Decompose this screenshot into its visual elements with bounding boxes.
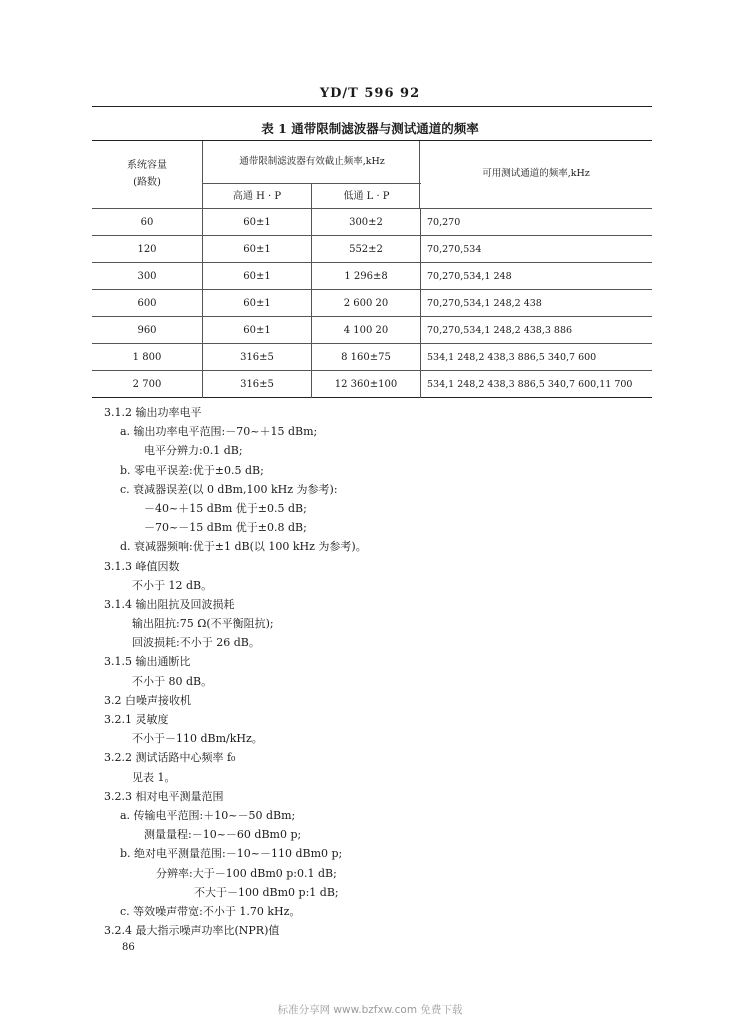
table-row <box>92 262 652 289</box>
cell-lowpass: 2 600 20 <box>311 290 420 317</box>
body-line: 输出阻抗:75 Ω(不平衡阻抗); <box>132 617 274 631</box>
section-heading: 3.2.1 灵敏度 <box>104 713 169 726</box>
section-heading: 3.2.4 最大指示噪声功率比(NPR)值 <box>104 924 280 938</box>
cell-highpass: 60±1 <box>202 290 311 317</box>
body-line: c. 等效噪声带宽:不小于 1.70 kHz。 <box>120 904 301 918</box>
body-line: 电平分辨力:0.1 dB; <box>144 444 243 458</box>
table-body <box>92 208 652 397</box>
cell-capacity: 960 <box>137 325 157 336</box>
body-line: 不小于 80 dB。 <box>132 674 213 688</box>
cell-channels: 534,1 248,2 438,3 886,5 340,7 600,11 700 <box>420 371 652 398</box>
body-text <box>104 403 664 940</box>
cell-capacity: 300 <box>137 271 157 282</box>
cell-lowpass: 12 360±100 <box>311 371 420 398</box>
cell-capacity: 60 <box>140 217 154 228</box>
body-line: 不小于－110 dBm/kHz。 <box>132 732 263 746</box>
header-capacity-line1: 系统容量 <box>127 160 167 171</box>
body-line: 测量量程:－10~－60 dBm0 p; <box>144 828 302 842</box>
cell-channels: 70,270,534 <box>420 236 652 263</box>
body-line: b. 零电平误差:优于±0.5 dB; <box>120 463 264 477</box>
cell-highpass: 316±5 <box>202 371 311 398</box>
cell-capacity: 1 800 <box>132 352 162 363</box>
body-line: a. 传输电平范围:＋10~－50 dBm; <box>120 808 296 822</box>
watermark: 标准分享网 www.bzfxw.com 免费下载 <box>277 1004 463 1016</box>
cell-capacity: 2 700 <box>132 379 162 390</box>
body-line: 见表 1。 <box>132 770 176 784</box>
section-heading: 3.2.3 相对电平测量范围 <box>104 789 224 803</box>
header-available-channels: 可用测试通道的频率,kHz <box>482 168 590 179</box>
cell-highpass: 60±1 <box>202 236 311 263</box>
table-header <box>92 141 652 208</box>
header-highpass: 高通 H · P <box>203 183 312 208</box>
table-row <box>92 370 652 397</box>
cell-lowpass: 300±2 <box>311 209 420 236</box>
header-lowpass: 低通 L · P <box>312 183 421 208</box>
table-row <box>92 208 652 235</box>
body-line: b. 绝对电平测量范围:－10~－110 dBm0 p; <box>120 847 343 861</box>
section-heading: 3.2 白噪声接收机 <box>104 693 191 707</box>
table-row <box>92 235 652 262</box>
body-line: 不大于－100 dBm0 p:1 dB; <box>194 885 339 899</box>
cell-lowpass: 552±2 <box>311 236 420 263</box>
cell-channels: 70,270,534,1 248,2 438,3 886 <box>420 317 652 344</box>
body-line: 分辨率:大于－100 dBm0 p:0.1 dB; <box>156 866 337 880</box>
cell-lowpass: 8 160±75 <box>311 344 420 371</box>
body-line: c. 衰减器误差(以 0 dBm,100 kHz 为参考): <box>120 482 338 496</box>
cell-capacity: 120 <box>137 244 157 255</box>
standard-number-header: YD/T 596 92 <box>319 86 421 101</box>
table-row <box>92 289 652 316</box>
header-capacity-line2: (路数) <box>133 177 161 188</box>
cell-channels: 70,270,534,1 248,2 438 <box>420 290 652 317</box>
frequency-table <box>92 140 652 398</box>
cell-capacity: 600 <box>137 298 157 309</box>
section-heading: 3.1.2 输出功率电平 <box>104 406 202 419</box>
cell-channels: 534,1 248,2 438,3 886,5 340,7 600 <box>420 344 652 371</box>
page-number: 86 <box>122 942 135 953</box>
header-filter-group <box>202 141 420 208</box>
cell-highpass: 60±1 <box>202 209 311 236</box>
body-line: －40~＋15 dBm 优于±0.5 dB; <box>144 501 307 515</box>
table-row <box>92 343 652 370</box>
cell-channels: 70,270,534,1 248 <box>420 263 652 290</box>
cell-highpass: 60±1 <box>202 263 311 290</box>
cell-lowpass: 1 296±8 <box>311 263 420 290</box>
cell-highpass: 316±5 <box>202 344 311 371</box>
cell-highpass: 60±1 <box>202 317 311 344</box>
body-line: －70~－15 dBm 优于±0.8 dB; <box>144 521 307 535</box>
body-line: 不小于 12 dB。 <box>132 578 213 592</box>
header-capacity <box>92 157 202 191</box>
body-line: a. 输出功率电平范围:－70~＋15 dBm; <box>120 425 318 439</box>
section-heading: 3.1.5 输出通断比 <box>104 655 191 669</box>
cell-lowpass: 4 100 20 <box>311 317 420 344</box>
section-heading: 3.1.3 峰值因数 <box>104 559 180 573</box>
header-rule <box>92 106 652 107</box>
table-row <box>92 316 652 343</box>
header-filter-group-label: 通带限制滤波器有效截止频率,kHz <box>239 156 385 167</box>
body-line: 回波损耗:不小于 26 dB。 <box>132 636 260 650</box>
section-heading: 3.2.2 测试话路中心频率 f₀ <box>104 751 236 765</box>
table-caption: 表 1 通带限制滤波器与测试通道的频率 <box>261 121 479 136</box>
body-line: d. 衰减器频响:优于±1 dB(以 100 kHz 为参考)。 <box>120 540 367 554</box>
section-heading: 3.1.4 输出阻抗及回波损耗 <box>104 597 235 611</box>
cell-channels: 70,270 <box>420 209 652 236</box>
